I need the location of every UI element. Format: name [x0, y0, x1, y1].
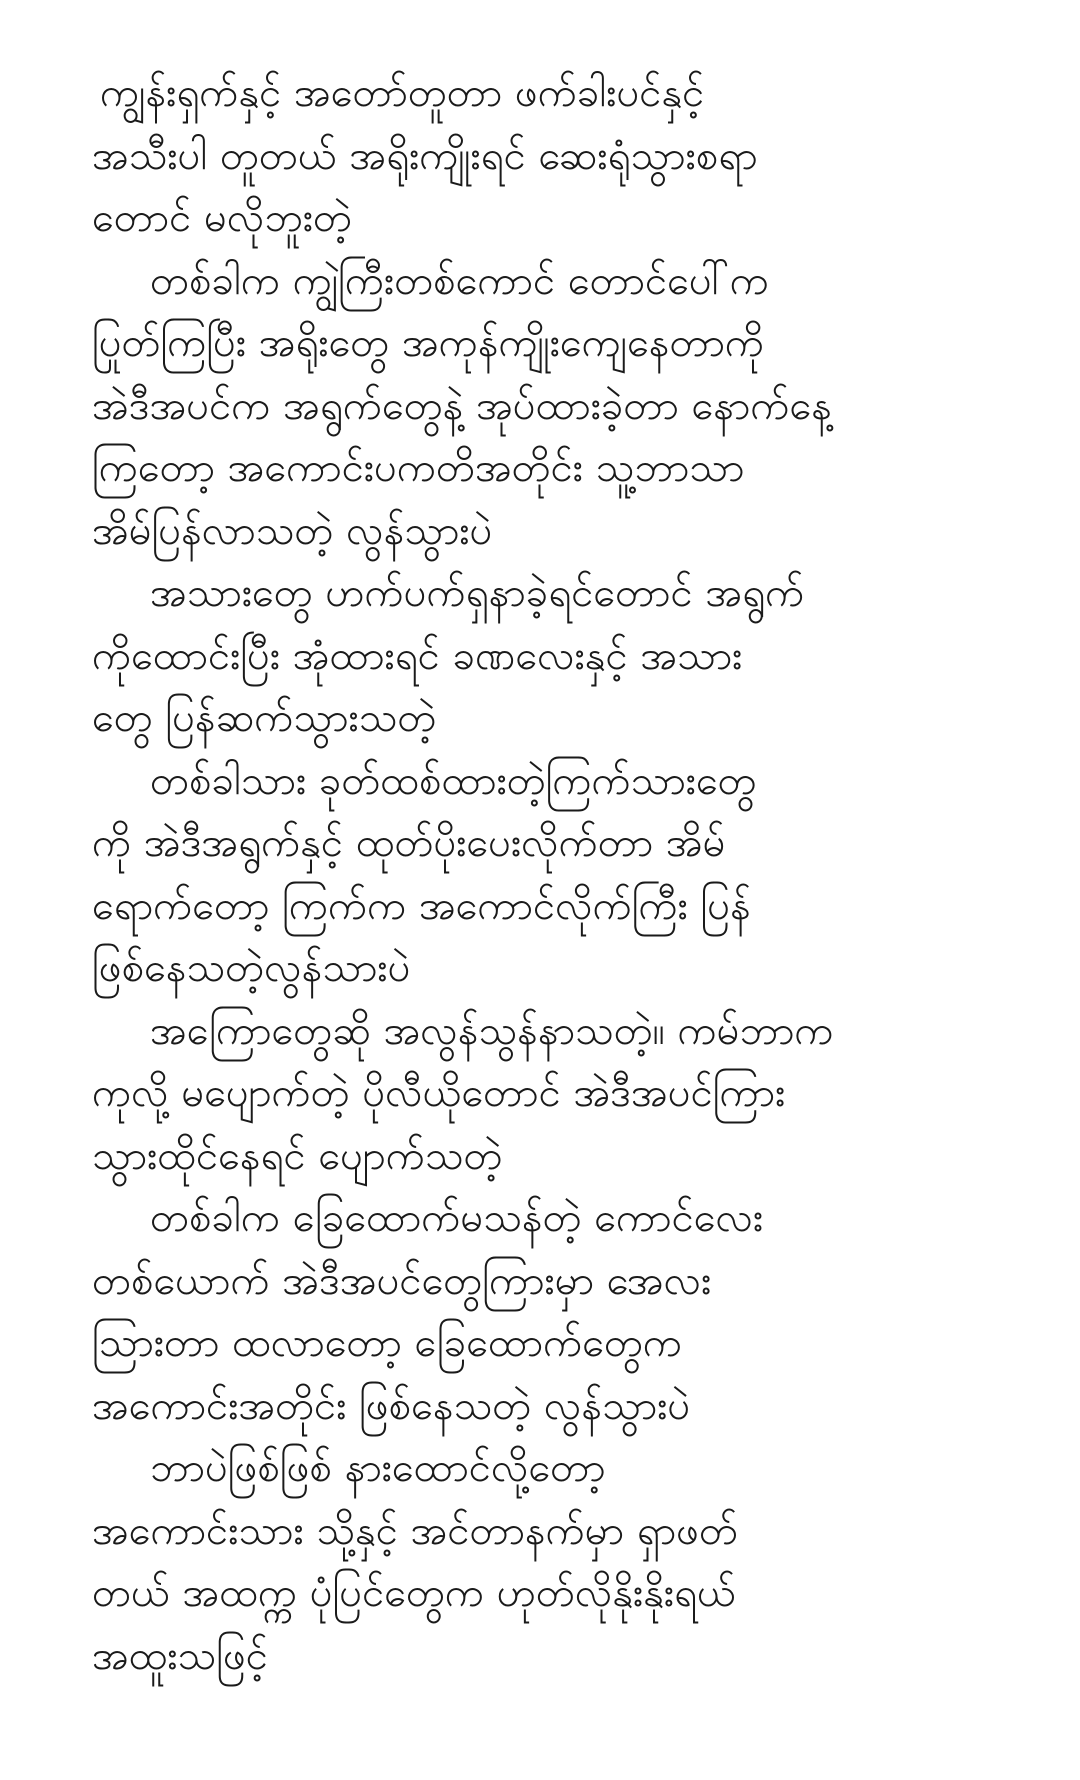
text-line: တယ် အထက္က ပုံပြင်တွေက ဟုတ်လိုနိုးနိုးရယ် [92, 1570, 736, 1616]
text-line: ပြုတ်ကြပြီး အရိုးတွေ အကုန်ကျိုးကျေနေတာကို [92, 320, 765, 366]
text-line: အသီးပါ တူတယ် အရိုးကျိုးရင် ဆေးရုံသွားစရာ [92, 132, 758, 179]
text-line: ကို အဲဒီအရွက်နှင့် ထုတ်ပိုးပေးလိုက်တာ အိမ် [92, 820, 726, 866]
text-line: ဘာပဲဖြစ်ဖြစ် နားထောင်လို့တော့ [150, 1445, 606, 1491]
text-line: တစ်ခါက ကျွဲကြီးတစ်ကောင် တောင်ပေါ်က [150, 257, 769, 304]
text-line: အကောင်းသား သို့နှင့် အင်တာနက်မှာ ရှာဖတ် [92, 1507, 738, 1554]
text-line: ကြတော့ အကောင်းပကတိအတိုင်း သူ့ဘာသာ [92, 445, 745, 491]
text-line: သြားတာ ထလာတော့ ခြေထောက်တွေက [92, 1320, 683, 1366]
text-line: ရောက်တော့ ကြက်က အကောင်လိုက်ကြီး ပြန် [92, 882, 751, 929]
text-line: အထူးသဖြင့် [92, 1632, 268, 1679]
text-line: သွားထိုင်နေရင် ပျောက်သတဲ့ [92, 1132, 503, 1179]
text-line: အဲဒီအပင်က အရွက်တွေနဲ့ အုပ်ထားခဲ့တာ နောက်နေ့ [92, 382, 832, 429]
text-line: အကောင်းအတိုင်း ဖြစ်နေသတဲ့ လွန်သွားပဲ [92, 1382, 691, 1429]
text-line: တစ်ခါသား ခုတ်ထစ်ထားတဲ့ကြက်သားတွေ [150, 757, 757, 804]
text-line: ကျွန်းရှက်နှင့် အတော်တူတာ ဖက်ခါးပင်နှင့် [100, 70, 705, 116]
text-line: အကြောတွေဆို အလွန်သွန်နာသတဲ့။ ကမ်ဘာက [150, 1007, 834, 1054]
text-line: ဖြစ်နေသတဲ့လွန်သားပဲ [92, 945, 411, 991]
text-line: တွေ ပြန်ဆက်သွားသတဲ့ [92, 695, 437, 741]
text-line: တစ်ယောက် အဲဒီအပင်တွေကြားမှာ အေလး [92, 1257, 712, 1304]
text-line: ကုလို့ မပျောက်တဲ့ ပိုလီယိုတောင် အဲဒီအပင်ကြား [92, 1070, 786, 1116]
text-line: အသားတွေ ဟက်ပက်ရှနာခဲ့ရင်တောင် အရွက် [150, 570, 805, 616]
text-line: ကိုထောင်းပြီး အုံထားရင် ခဏလေးနှင့် အသား [92, 632, 743, 679]
text-line: တောင် မလိုဘူးတဲ့ [92, 195, 352, 241]
text-line: တစ်ခါက ခြေထောက်မသန်တဲ့ ကောင်လေး [150, 1195, 764, 1241]
text-line: အိမ်ပြန်လာသတဲ့ လွန်သွားပဲ [92, 507, 493, 554]
